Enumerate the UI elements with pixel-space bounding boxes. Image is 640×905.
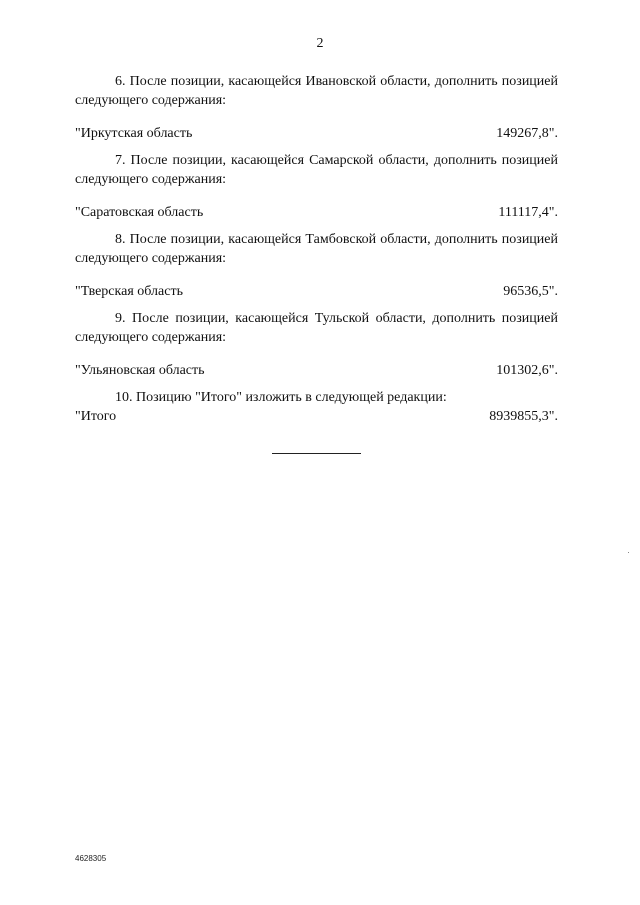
item-10-entry-name: "Итого: [75, 409, 117, 424]
item-7-entry: [75, 203, 558, 222]
item-8-entry-value: 96536,5".: [503, 284, 558, 299]
item-6-entry-value: 149267,8".: [496, 126, 558, 141]
item-10-instruction: 10. Позицию "Итого" изложить в следующей редакции:: [115, 390, 447, 405]
item-8-instruction: 8. После позиции, касающейся Тамбовской области, дополнить позицией следующего содержания:: [75, 232, 558, 266]
item-6-entry: [75, 124, 558, 143]
item-6-entry-name: "Иркутская область: [75, 126, 193, 141]
closing-rule: [272, 453, 361, 454]
item-6-instruction: 6. После позиции, касающейся Ивановской области, дополнить позицией следующего содержания:: [75, 74, 558, 108]
item-9-entry-value: 101302,6".: [496, 363, 558, 378]
document-body: [75, 72, 558, 426]
document-code: 4628305: [75, 854, 107, 863]
item-8-entry-name: "Тверская область: [75, 284, 183, 299]
item-7-entry-name: "Саратовская область: [75, 205, 204, 220]
item-10-entry-value: 8939855,3".: [489, 409, 558, 424]
item-9-entry-name: "Ульяновская область: [75, 363, 205, 378]
item-9-instruction: 9. После позиции, касающейся Тульской области, дополнить позицией следующего содержания:: [75, 311, 558, 345]
item-7-entry-value: 111117,4".: [498, 205, 558, 220]
item-10-entry: [75, 407, 558, 426]
item-8-entry: [75, 282, 558, 301]
page-number: 2: [316, 36, 324, 51]
item-9-entry: [75, 361, 558, 380]
item-7-instruction: 7. После позиции, касающейся Самарской области, дополнить позицией следующего содержания:: [75, 153, 558, 187]
scan-speck: [628, 552, 629, 553]
